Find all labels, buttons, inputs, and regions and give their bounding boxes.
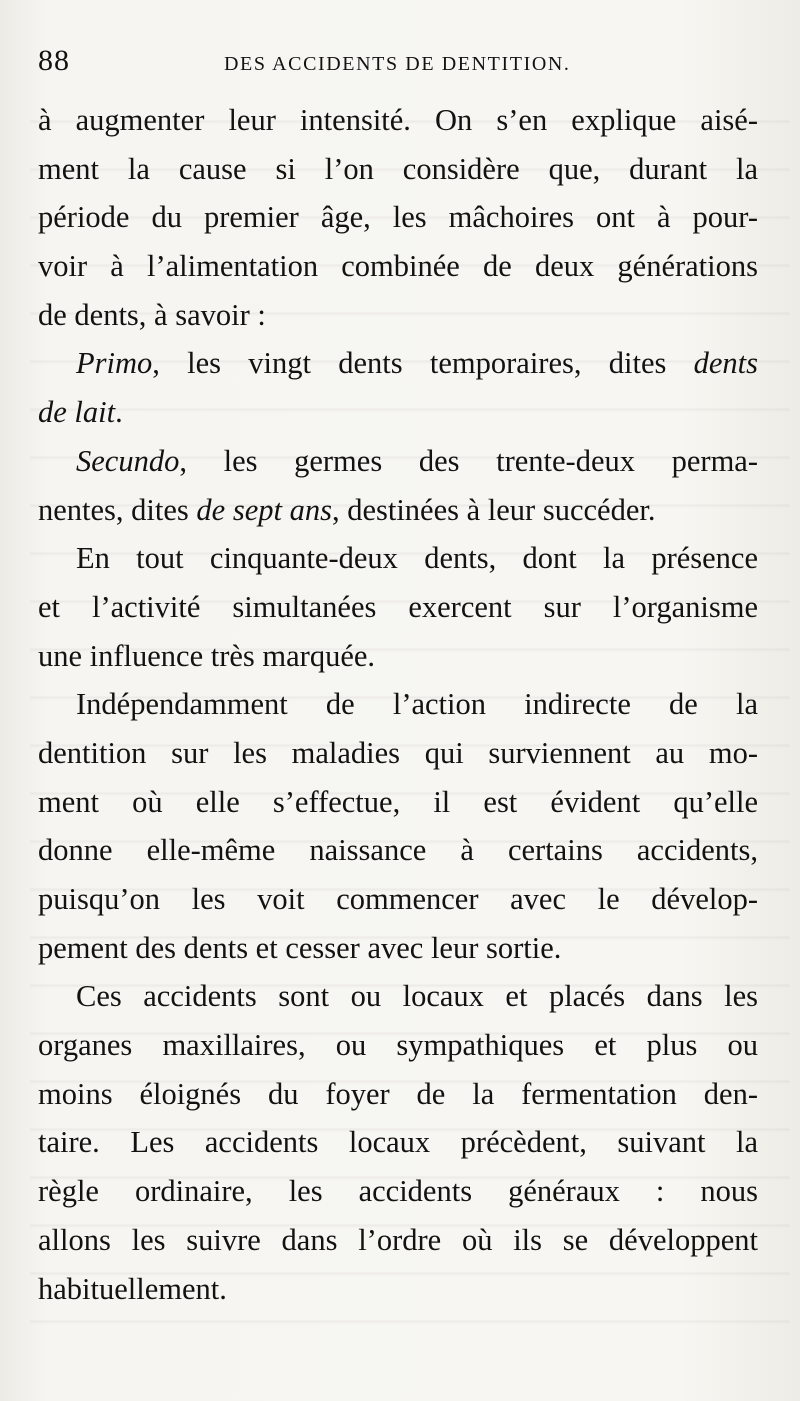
text-run: . bbox=[115, 395, 123, 430]
text-line: et l’activité simultanées exercent sur l’organisme bbox=[38, 589, 758, 624]
text-line: moins éloignés du foyer de la fermentation den- bbox=[38, 1076, 758, 1111]
text-line: Ces accidents sont ou locaux et placés dans les bbox=[76, 979, 758, 1014]
page-number: 88 bbox=[38, 44, 70, 77]
text-line: de dents, à savoir : bbox=[38, 297, 266, 332]
paragraph-1 bbox=[38, 96, 758, 339]
italic-term: dents bbox=[693, 346, 758, 381]
text-line: période du premier âge, les mâchoires ont à pour- bbox=[38, 200, 758, 235]
text-line bbox=[38, 388, 758, 437]
text-line: voir à l’alimentation combinée de deux générations bbox=[38, 249, 758, 284]
text-run: , les vingt dents temporaires, dites bbox=[152, 346, 694, 381]
paragraph-4 bbox=[38, 534, 758, 680]
text-line bbox=[38, 486, 758, 535]
text-line: donne elle-même naissance à certains accidents, bbox=[38, 833, 758, 868]
italic-term: Primo bbox=[76, 346, 153, 381]
running-head bbox=[38, 44, 760, 78]
text-line: à augmenter leur intensité. On s’en explique aisé- bbox=[38, 103, 758, 137]
text-line: pement des dents et cesser avec leur sortie. bbox=[38, 930, 562, 965]
text-line: En tout cinquante-deux dents, dont la présence bbox=[76, 541, 758, 576]
text-line: habituellement. bbox=[38, 1271, 227, 1306]
text-line: dentition sur les maladies qui surviennent au mo- bbox=[38, 735, 758, 770]
text-line: règle ordinaire, les accidents généraux : nous bbox=[38, 1174, 758, 1209]
paragraph-primo bbox=[38, 339, 758, 436]
text-run: , les germes des trente-deux perma- bbox=[179, 443, 758, 478]
text-line: allons les suivre dans l’ordre où ils se développent bbox=[38, 1222, 758, 1257]
text-line bbox=[38, 339, 758, 388]
text-line: une influence très marquée. bbox=[38, 638, 376, 673]
text-line: ment la cause si l’on considère que, durant la bbox=[38, 151, 758, 186]
text-line: ment où elle s’effectue, il est évident qu’elle bbox=[38, 784, 758, 819]
italic-term: de lait bbox=[38, 395, 116, 430]
italic-term: de sept ans bbox=[196, 492, 332, 527]
running-title: DES ACCIDENTS DE DENTITION. bbox=[224, 53, 571, 75]
text-line: taire. Les accidents locaux précèdent, suivant la bbox=[38, 1125, 758, 1160]
text-run: , destinées à leur succéder. bbox=[331, 492, 656, 527]
text-line: puisqu’on les voit commencer avec le dévelop- bbox=[38, 882, 758, 916]
italic-term: Secundo bbox=[76, 443, 180, 478]
paragraph-5 bbox=[38, 680, 758, 972]
text-line: organes maxillaires, ou sympathiques et plus ou bbox=[38, 1028, 758, 1063]
body-text bbox=[38, 96, 758, 1313]
text-line bbox=[38, 437, 758, 486]
text-run: nentes, dites bbox=[38, 492, 197, 527]
paragraph-secundo bbox=[38, 437, 758, 534]
paragraph-6 bbox=[38, 972, 758, 1313]
text-line: Indépendamment de l’action indirecte de la bbox=[76, 687, 758, 722]
